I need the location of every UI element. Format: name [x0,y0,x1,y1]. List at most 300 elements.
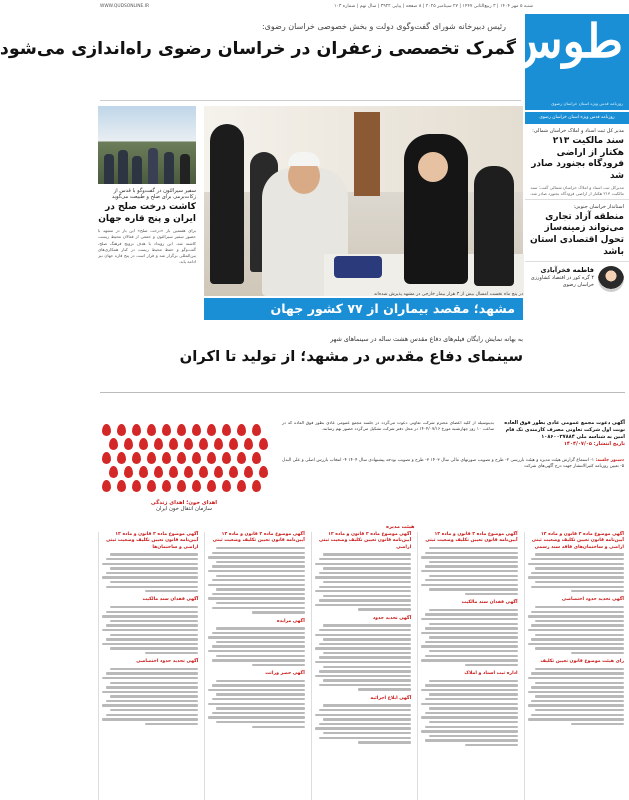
notice-text-line [319,572,412,574]
blood-drop-icon [244,438,253,450]
notice-text-line [145,652,198,654]
notice-text-line [535,682,624,684]
notice-text-line [323,567,412,569]
notice-text-line [531,572,624,574]
notice-text-line [208,636,304,638]
notice-text-line [145,723,198,725]
legal-notice[interactable] [102,532,198,592]
masthead-logo: طوس [506,14,623,68]
blood-drop-icon [169,466,178,478]
notice-text-line [429,623,518,625]
blood-drop-icon [162,424,171,436]
blood-drop-icon [147,424,156,436]
blood-kicker: اهدای خون؛ اهدای زندگی [150,500,218,506]
notice-text-line [535,620,624,622]
story-kicker: استاندار خراسان جنوبی: [573,203,624,210]
notice-text-line [425,627,518,629]
notice-text-line [102,615,198,617]
notice-text-line [429,636,518,638]
notice-heading: آگهی موضوع ماده ۳ قانون و ماده ۱۳ آیین‌نامه قانون تعیین تکلیف وضعیت ثبتی اراضی و ساختمان‌ها [106,532,199,550]
blood-drop-icon [252,480,261,492]
notice-text-line [319,684,412,686]
secondary-headline[interactable]: سینمای دفاع مقدس در مشهد؛ از تولید تا اکران [179,348,523,365]
notice-heading: آگهی فقدان سند مالکیت [461,600,518,606]
notice-text-line [102,704,198,706]
blood-drop-icon [192,424,201,436]
notice-text-line [358,741,411,743]
legal-notice[interactable] [528,597,624,654]
legal-notice[interactable] [208,619,304,667]
notice-text-line [535,553,624,555]
notice-text-line [212,579,305,581]
notice-heading: آگهی مزایده [276,618,305,624]
notice-text-line [425,579,518,581]
notice-text-line [528,677,624,679]
notice-heading: آگهی موضوع ماده ۳ قانون و ماده ۱۳ آیین‌نامه قانون تعیین تکلیف وضعیت ثبتی اراضی و ساختمان‌های فاقد سند رسمی [531,532,624,550]
photo-caption: در پنج ماه نخست امسال بیش از ۳ هزار بیمار خارجی در مشهد پذیرش شده‌اند [373,292,523,297]
blood-drop-icon [117,452,126,464]
legal-notice[interactable] [102,659,198,725]
notice-text-line [319,723,412,725]
notice-text-line [421,716,517,718]
notice-text-line [421,730,517,732]
right-column [525,112,629,387]
notice-text-line [323,581,412,583]
legal-notice[interactable] [315,616,411,691]
notice-text-line [315,661,411,663]
notice-text-line [465,593,518,595]
notice-text-line [315,675,411,677]
notice-text-line [212,632,305,634]
feature-headline[interactable]: مشهد؛ مقصد بیماران از ۷۷ کشور جهان [204,298,523,320]
notice-text-line [315,634,411,636]
notice-column [417,532,520,800]
notice-text-line [425,552,518,554]
notice-text-line [425,565,518,567]
notice-text-line [535,634,624,636]
notice-text-line [319,558,412,560]
notice-text-line [535,668,624,670]
blood-drop-icon [229,438,238,450]
notice-text-line [315,563,411,565]
notice-text-line [106,572,199,574]
blood-drop-icon [169,438,178,450]
notice-date: تاریخ انتشار: ۱۴۰۴/۰۷/۰۵ [563,440,625,447]
story-title[interactable]: کاشت درخت صلح در ایران و پنج قاره جهان [98,202,196,224]
blood-drop-icon [124,466,133,478]
notice-text-line [425,655,518,657]
notice-text-line [216,680,305,682]
notice-text-line [421,556,517,558]
notice-text-line [528,563,624,565]
notice-text-line [110,581,199,583]
notice-text-line [465,744,518,746]
blood-drop-icon [154,438,163,450]
notice-text-line [319,737,412,739]
notice-text-line [208,597,304,599]
notice-text-line [102,677,198,679]
blood-drop-icon [132,480,141,492]
legal-notice[interactable] [208,671,304,728]
blood-drop-icon [237,452,246,464]
notice-text-line [212,565,305,567]
notice-text-line [358,688,411,690]
notice-text-line [110,553,199,555]
story-kicker: مدیر کل ثبت اسناد و املاک خراسان شمالی: [532,128,624,134]
blood-drop-icon [117,480,126,492]
notice-text-line [425,726,518,728]
notice-text-line [252,664,305,666]
notice-text-line [421,632,517,634]
notice-text-line [323,652,412,654]
notice-text-line [216,575,305,577]
notice-heading: آگهی موضوع ماده ۳ قانون و ماده ۱۳ آیین‌نامه قانون تعیین تکلیف وضعیت ثبتی اراضی [318,532,412,550]
notice-text-line [429,735,518,737]
blood-drop-icon [102,480,111,492]
notice-text-line [421,659,517,661]
notice-text-line [106,700,199,702]
notice-text-line [531,672,624,674]
notice-text-line [319,586,412,588]
notice-text-line [323,595,412,597]
notice-text-line [531,586,624,588]
notice-text-line [110,668,199,670]
notice-text-line [315,576,411,578]
notice-text-line [319,643,412,645]
notice-text-line [216,547,305,549]
notice-text-line [208,570,304,572]
blood-drop-icon [154,466,163,478]
lead-headline[interactable]: گمرک تخصصی زعفران در خراسان رضوی راه‌اندازی می‌شود [0,39,516,59]
notice-text-line [429,561,518,563]
notice-text-line [528,704,624,706]
legal-notices-grid [96,532,629,800]
notice-text-line [212,593,305,595]
notice-text-line [110,695,199,697]
notice-heading: آگهی فقدان سند مالکیت [142,597,199,603]
blood-drop-icon [109,466,118,478]
notice-heading: اداره ثبت اسناد و املاک [464,671,518,677]
notice-text-line [531,611,624,613]
blood-drop-icon [117,424,126,436]
blood-drop-icon [192,452,201,464]
notice-text-line [216,721,305,723]
notice-heading: آگهی تحدید حدود [372,615,412,621]
notice-text-line [421,618,517,620]
blood-drop-icon [124,438,133,450]
notice-text-line [429,721,518,723]
notice-text-line [319,599,412,601]
blood-drop-icon [207,452,216,464]
author-name: فاطمه فخرآبادی [540,266,594,275]
notice-text-line [535,695,624,697]
blood-drop-icon [147,452,156,464]
notice-heading: آگهی تحدید حدود اختصاصی [136,659,199,665]
blood-drop-icon [252,424,261,436]
issue-date: شنبه ۵ مهر ۱۴۰۴ | ۳ ربیع‌الثانی ۱۴۴۷ | ۲۷ سپتامبر ۲۰۲۵ | ۸ صفحه | پیاپی ۳۹۲۲ | سال نهم | شماره ۱۰۳ [333,4,533,9]
notice-text-line [323,679,412,681]
notice-text-line [535,647,624,649]
notice-text-line [208,703,304,705]
notice-text-line [212,712,305,714]
lead-kicker: رئیس دبیرخانه شورای گفت‌وگوی دولت و بخش خصوصی خراسان رضوی: [261,22,506,31]
notice-text-line [216,707,305,709]
notice-text-line [421,645,517,647]
blood-drop-icon [132,452,141,464]
notice-text-line [429,575,518,577]
notice-text-line [531,714,624,716]
avatar [598,266,624,292]
notice-text-line [208,650,304,652]
notice-text-line [425,712,518,714]
notice-text-line [252,611,305,613]
notice-text-line [425,641,518,643]
column-title[interactable]: ۴ گره کور در اقتصاد کشاورزی خراسان رضوی [530,274,594,288]
notice-column [98,532,201,800]
notice-text-line [531,638,624,640]
notice-text-line [421,570,517,572]
notice-text-line [216,627,305,629]
blood-drop-icon [222,480,231,492]
website-url[interactable]: WWW.QUDSONLINE.IR [100,4,150,9]
notice-text-line [358,608,411,610]
blood-drop-icon [244,466,253,478]
notice-text-line [528,576,624,578]
lead-story[interactable] [0,22,520,96]
notice-text-line [106,686,199,688]
notice-text-line [106,624,199,626]
notice-text-line [323,624,412,626]
left-column [98,106,196,388]
notice-text-line [429,707,518,709]
notice-text-line [106,714,199,716]
notice-text-line [102,629,198,631]
notice-text-line [425,613,518,615]
notice-text-line [106,611,199,613]
notice-text-line [106,638,199,640]
legal-notice[interactable] [421,532,517,595]
legal-notice[interactable] [208,532,304,614]
notice-column [524,532,627,800]
notice-text-line [429,693,518,695]
notice-text-line [323,553,412,555]
notice-text-line [323,704,412,706]
notice-heading: رای هیئت موضوع قانون تعیین تکلیف [540,659,624,665]
blood-drop-icon [184,438,193,450]
notice-text-line [535,581,624,583]
notice-heading: آگهی موضوع ماده ۳ قانون و ماده ۱۳ آیین‌نامه قانون تعیین تکلیف وضعیت ثبتی [212,532,305,544]
notice-text-line [315,647,411,649]
blood-drop-icon [139,466,148,478]
notice-text-line [106,586,199,588]
notice-text-line [528,629,624,631]
notice-text-line [429,680,518,682]
general-assembly-notice[interactable] [497,420,625,448]
notice-text-line [212,645,305,647]
blood-drop-icon [177,424,186,436]
notice-text-line [110,634,199,636]
notice-text-line [110,620,199,622]
blood-drop-icon [229,466,238,478]
notice-text-line [531,624,624,626]
blood-drop-icon [132,424,141,436]
notice-text-line [531,686,624,688]
notice-text-line [425,739,518,741]
feature-photo[interactable] [204,106,523,296]
blood-drop-icon [177,480,186,492]
blood-drop-icon [109,438,118,450]
notice-text-line [315,714,411,716]
notice-text-line [315,604,411,606]
notice-text-line [323,732,412,734]
blood-drop-icon [199,438,208,450]
notice-text-line [319,709,412,711]
notice-text-line [252,726,305,728]
blood-drop-icon [259,466,268,478]
notice-text-line [102,643,198,645]
legal-notice[interactable] [102,597,198,654]
notice-text-line [323,638,412,640]
divider [100,100,521,101]
blood-drop-icon [222,424,231,436]
notice-text-line [208,584,304,586]
advertisements-section [96,418,629,800]
notice-text-line [216,561,305,563]
notice-text-line [212,684,305,686]
notice-heading: آگهی حصر وراثت [265,671,305,677]
notice-text-line [319,656,412,658]
legal-notice[interactable] [315,532,411,611]
notice-text-line [421,703,517,705]
story-bojnurd[interactable] [525,124,629,200]
date-bar [96,0,629,14]
notice-text-line [429,650,518,652]
agenda-label: دستور جلسه: [595,458,624,463]
blood-drop-icon [214,438,223,450]
story-free-zone[interactable] [525,200,629,262]
secondary-kicker: به بهانه نمایش رایگان فیلم‌های دفاع مقدس هشت ساله در سینماهای شهر [330,336,523,343]
agenda-text: ۱- استماع گزارش هیئت مدیره و هیئت بازرسی ۲- طرح و تصویب صورتهای مالی سال ۱۴۰۳ ۳- طرح و تصویب بودجه پیشنهادی سال ۱۴۰۴ ۴- انتخاب بازرس اصلی و علی البدل ۵- تعیین روزنامه کثیرالانتشار جهت درج آگهی‌های شرکت [282,458,624,470]
notice-text-line [106,558,199,560]
notice-text-line [212,607,305,609]
notice-text-line [212,698,305,700]
notice-text-line [110,682,199,684]
notice-text-line [571,590,624,592]
blood-drop-icon [147,480,156,492]
notice-heading: آگهی ابلاغ اجرائیه [370,695,412,701]
notice-text-line [323,666,412,668]
notice-text-line [145,590,198,592]
notice-text-line [319,629,412,631]
notice-text-line [429,547,518,549]
notice-text-line [429,588,518,590]
blood-drop-icon [207,424,216,436]
notice-text-line [315,727,411,729]
notice-text-line [110,647,199,649]
blood-donation-caption [124,500,244,512]
tree-planting-photo[interactable] [98,106,196,184]
story-kicker: سفیر سیرالئون در گفت‌وگو با قدس از زکات‌برمی‌ برای صلح و طبیعت می‌گوید [111,188,196,200]
notice-column [204,532,307,800]
notice-text-line [212,552,305,554]
notice-text-line [216,602,305,604]
notice-body: بدینوسیله از کلیه اعضای محترم شرکت تعاونی دعوت می‌گردد در جلسه مجمع عمومی عادی بطور فوق العاده که در ساعت ۱۰ روز چهارشنبه مورخ ۱۴۰۴/۰۷/۱۶ در محل دفتر شرکت تشکیل می‌گردد حضور بهم رسانند. [282,420,494,432]
notice-text-line [208,556,304,558]
notice-text-line [208,689,304,691]
blood-drop-icon [259,438,268,450]
notice-text-line [110,567,199,569]
notice-heading: آگهی موضوع ماده ۳ قانون و ماده ۱۳ آیین‌نامه قانون تعیین تکلیف وضعیت ثبتی [425,532,518,544]
blood-drop-icon [177,452,186,464]
notice-text-line [315,590,411,592]
legal-notice[interactable] [315,696,411,744]
blood-drop-icon [102,424,111,436]
notice-text-line [421,584,517,586]
notice-heading: آگهی تحدید حدود اختصاصی [561,597,624,603]
author-column[interactable] [525,262,629,296]
notice-text-line [216,641,305,643]
legal-notice[interactable] [421,671,517,746]
notice-text-line [425,684,518,686]
notice-text-line [535,606,624,608]
story-title[interactable]: منطقه آزاد تجاری می‌تواند زمینه‌ساز تحول اقتصادی استان باشد [529,211,624,257]
blood-sub: سازمان انتقال خون ایران [156,506,212,512]
legal-notice[interactable] [421,600,517,666]
story-summary: مدیرکل ثبت اسناد و املاک خراسان شمالی گفت: سند مالکیت ۲۱۳ هکتار از اراضی فرودگاه بجنورد صادر شد. [529,185,624,196]
notice-text-line [429,609,518,611]
story-title[interactable]: سند مالکیت ۲۱۳ هکتار از اراضی فرودگاه بجنورد صادر شد [531,136,624,181]
blood-drop-icon [237,480,246,492]
notice-text-line [102,563,198,565]
notice-text-line [528,718,624,720]
notice-text-line [535,567,624,569]
blood-drop-icon [162,452,171,464]
notice-signature: هیئت مدیره [386,524,415,530]
blood-drop-icon [214,466,223,478]
blood-drop-icon [139,438,148,450]
notice-text-line [528,615,624,617]
blood-drop-icon [184,466,193,478]
blood-drop-icon [252,452,261,464]
notice-text-line [528,643,624,645]
legal-notice[interactable] [528,659,624,725]
notice-text-line [465,664,518,666]
notice-text-line [571,723,624,725]
legal-notice[interactable] [528,532,624,592]
notice-text-line [110,709,199,711]
notice-text-line [571,652,624,654]
notice-text-line [102,718,198,720]
notice-text-line [535,709,624,711]
notice-text-line [216,693,305,695]
notice-text-line [212,659,305,661]
masthead [506,14,629,110]
notice-column [311,532,414,800]
blood-drop-icon [192,480,201,492]
notice-text-line [110,606,199,608]
notice-text-line [531,700,624,702]
divider [100,392,625,393]
blood-drop-icon [162,480,171,492]
notice-text-line [102,576,198,578]
notice-text-line [102,691,198,693]
blood-drop-icon [222,452,231,464]
notice-text-line [323,718,412,720]
right-column-strip: روزنامه قدس ویژه استان خراسان رضوی [525,112,629,124]
notice-text-line [425,698,518,700]
notice-text-line [208,716,304,718]
masthead-tagline: روزنامه قدس ویژه استان خراسان رضوی [551,101,623,106]
